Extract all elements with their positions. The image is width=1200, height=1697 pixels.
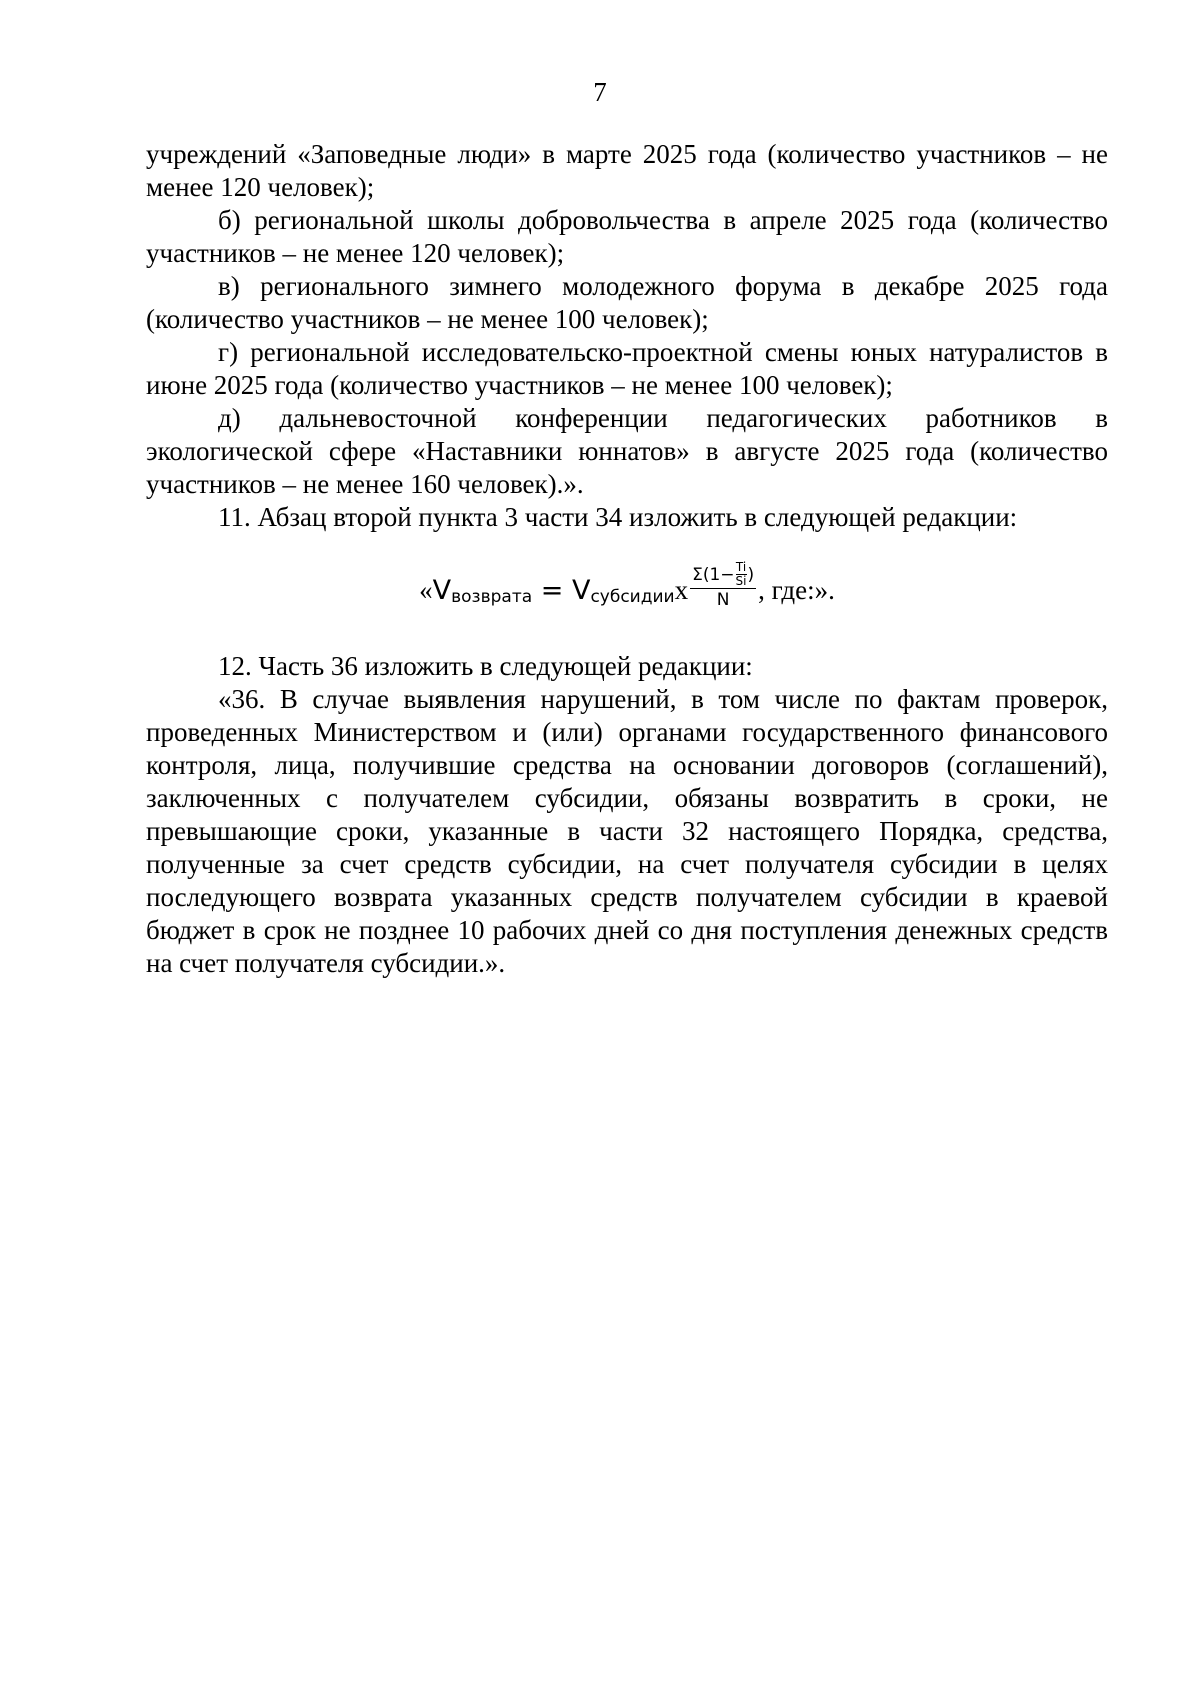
paren-close: ) bbox=[747, 564, 755, 585]
sum-sign: Σ bbox=[692, 564, 703, 585]
formula-equals: = bbox=[532, 574, 572, 606]
formula-tail: , где:». bbox=[758, 574, 835, 605]
paragraph: б) региональной школы добровольчества в апреле 2025 года (количество участников – не менее 120 человек); bbox=[146, 205, 1108, 268]
formula-fraction bbox=[690, 561, 756, 611]
paragraph: г) региональной исследовательско-проектной смены юных натуралистов в июне 2025 года (количество участников – не менее 100 человек); bbox=[146, 337, 1108, 400]
ratio-bottom bbox=[736, 575, 747, 588]
paragraph: 11. Абзац второй пункта 3 части 34 изложить в следующей редакции: bbox=[218, 502, 1018, 532]
formula-times: x bbox=[674, 574, 689, 605]
ratio-top bbox=[736, 561, 746, 574]
formula bbox=[146, 544, 1108, 636]
paren-open: (1− bbox=[702, 564, 735, 585]
s-subscript: i bbox=[743, 574, 747, 588]
paragraph: д) дальневосточной конференции педагогических работников в экологической сфере «Наставники юннатов» в августе 2025 года (количество участников – не менее 160 человек).». bbox=[146, 403, 1108, 499]
formula-v-return: V bbox=[432, 574, 452, 606]
paragraph: учреждений «Заповедные люди» в марте 2025 года (количество участников – не менее 120 человек); bbox=[146, 139, 1108, 202]
ratio-fraction bbox=[736, 561, 747, 588]
formula-open-quote: « bbox=[419, 574, 433, 605]
formula-numerator bbox=[690, 561, 756, 588]
formula-denominator: N bbox=[716, 590, 730, 610]
t-subscript: i bbox=[742, 560, 747, 574]
formula-sub-return: возврата bbox=[451, 586, 533, 607]
paragraph: в) регионального зимнего молодежного форума в декабре 2025 года (количество участников – не менее 100 человек); bbox=[146, 271, 1108, 334]
s-symbol: S bbox=[735, 574, 744, 588]
paragraph: 12. Часть 36 изложить в следующей редакции: bbox=[218, 651, 753, 681]
formula-v-subsidy: V bbox=[571, 574, 591, 606]
document-body bbox=[146, 138, 1108, 980]
formula-sub-subsidy: субсидии bbox=[590, 586, 675, 607]
t-symbol: T bbox=[735, 560, 743, 574]
page-number: 7 bbox=[593, 77, 607, 107]
paragraph: «36. В случае выявления нарушений, в том числе по фактам проверок, проведенных Министерством и (или) органами государственного финансового контроля, лица, получившие средства на основании договоров (соглашений), заключенных с получателем субсидии, обязаны возвратить в сроки, не превышающие сроки, указанные в части 32 настоящего Порядка, средства, полученные за счет средств субсидии, на счет получателя субсидии в целях последующего возврата указанных средств получателем субсидии в краевой бюджет в срок не позднее 10 рабочих дней со дня поступления денежных средств на счет получателя субсидии.». bbox=[146, 684, 1108, 978]
